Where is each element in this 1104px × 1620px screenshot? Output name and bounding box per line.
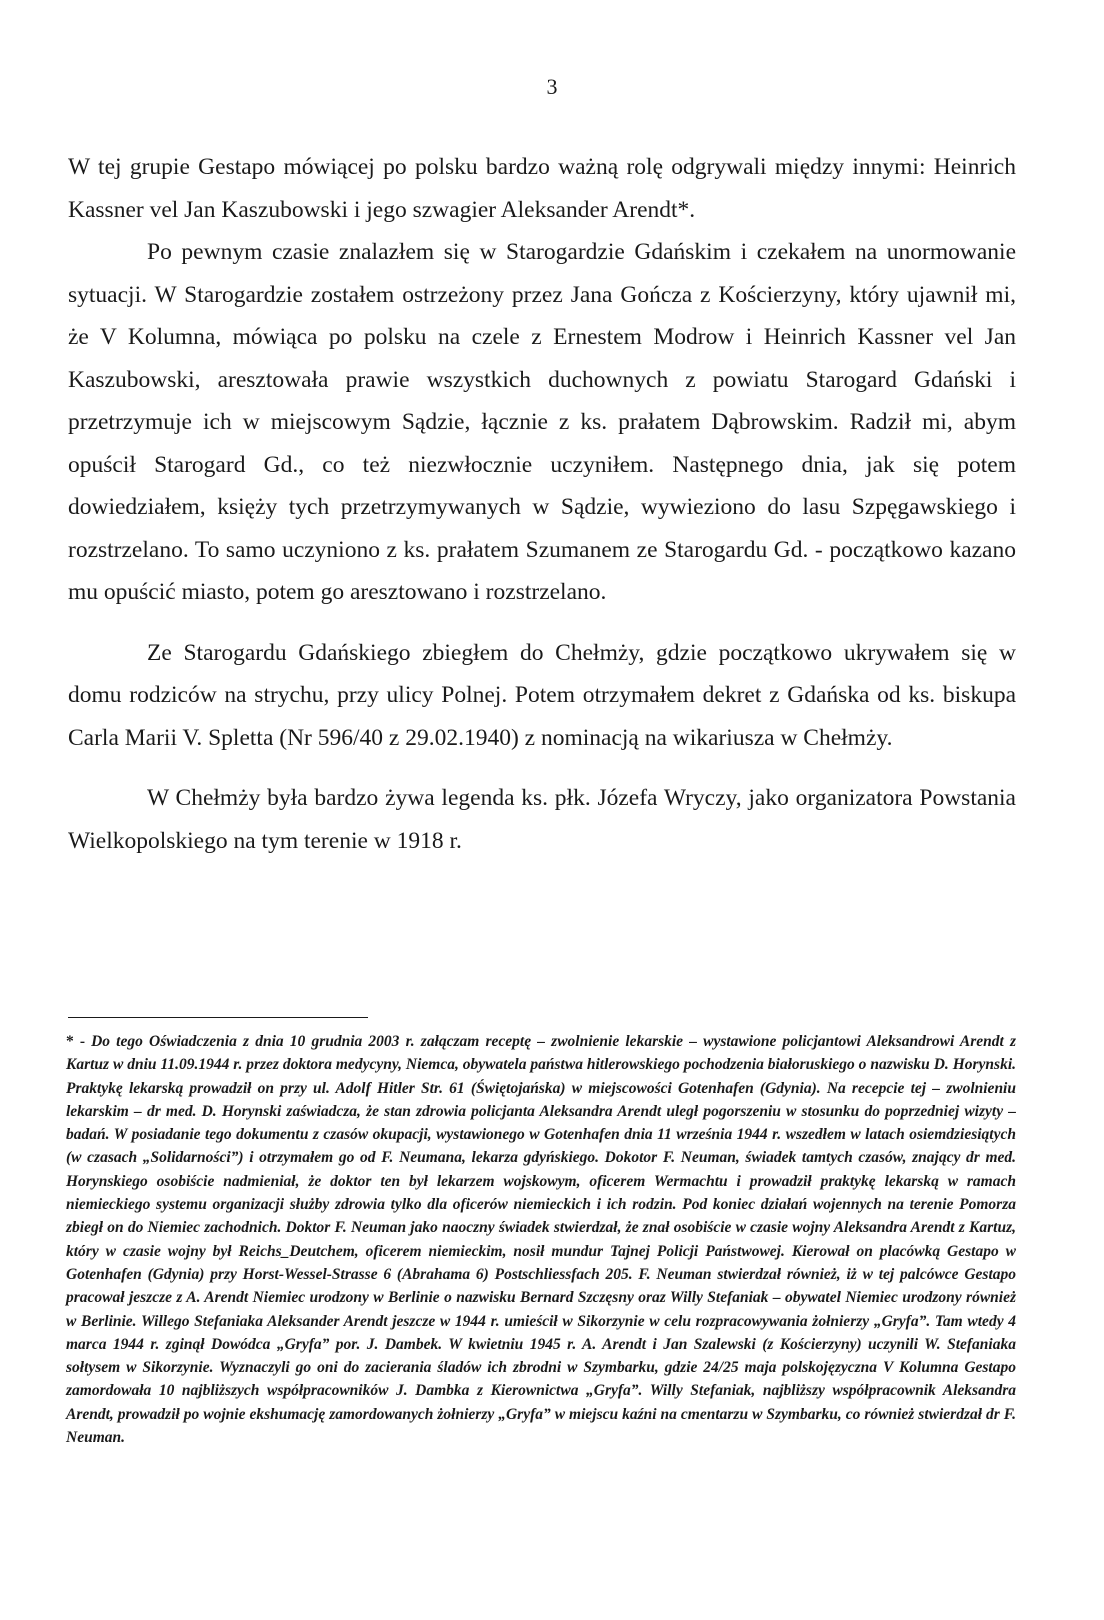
- footnote-separator: [68, 1017, 368, 1018]
- paragraph-2: Po pewnym czasie znalazłem się w Starogardzie Gdańskim i czekałem na unormowanie sytuacji. W Starogardzie zostałem ostrzeżony przez Jana Gończa z Kościerzyny, który ujawnił mi, że V Kolumna, mówiąca po polsku na czele z Ernestem Modrow i Heinrich Kassner vel Jan Kaszubowski, aresztowała prawie wszystkich duchownych z powiatu Starogard Gdański i przetrzymuje ich w miejscowym Sądzie, łącznie z ks. prałatem Dąbrowskim. Radził mi, abym opuścił Starogard Gd., co też niezwłocznie uczyniłem. Następnego dnia, jak się potem dowiedziałem, księży tych przetrzymywanych w Sądzie, wywieziono do lasu Szpęgawskiego i rozstrzelano. To samo uczyniono z ks. prałatem Szumanem ze Starogardu Gd. - początkowo kazano mu opuścić miasto, potem go aresztowano i rozstrzelano.: [68, 239, 1016, 605]
- paragraph-1: W tej grupie Gestapo mówiącej po polsku bardzo ważną rolę odgrywali między innymi: Heinrich Kassner vel Jan Kaszubowski i jego szwagier Aleksander Arendt*.: [68, 154, 1016, 223]
- footnote-text: Do tego Oświadczenia z dnia 10 grudnia 2003 r. załączam receptę – zwolnienie lekarskie – wystawione policjantowi Aleksandrowi Arendt z Kartuz w dniu 11.09.1944 r. przez doktora medycyny, Niemca, obywatela państwa hitlerowskiego pochodzenia białoruskiego o nazwisku D. Horynski. Praktykę lekarską prowadził on przy ul. Adolf Hitler Str. 61 (Świętojańska) w miejscowości Gotenhafen (Gdynia). Na recepcie tej – zwolnieniu lekarskim – dr med. D. Horynski zaświadcza, że stan zdrowia policjanta Aleksandra Arendt uległ pogorszeniu w stosunku do poprzedniej wizyty – badań. W posiadanie tego dokumentu z czasów okupacji, wystawionego w Gotenhafen dnia 11 września 1944 r. wszedłem w latach osiemdziesiątych (w czasach „Solidarności”) i otrzymałem go od F. Neumana, lekarza gdyńskiego. Dokotor F. Neuman, świadek tamtych czasów, znający dr med. Horynskiego osobiście nadmieniał, że doktor ten był lekarzem wojskowym, oficerem Wermachtu i prowadził praktykę lekarską w ramach niemieckiego systemu organizacji służby zdrowia tylko dla oficerów niemieckich i ich rodzin. Pod koniec działań wojennych na terenie Pomorza zbiegł on do Niemiec zachodnich. Doktor F. Neuman jako naoczny świadek stwierdzał, że znał osobiście w czasie wojny Aleksandra Arendt z Kartuz, który w czasie wojny był Reichs_Deutchem, oficerem niemieckim, nosił mundur Tajnej Policji Państwowej. Kierował on placówką Gestapo w Gotenhafen (Gdynia) przy Horst-Wessel-Strasse 6 (Abrahama 6) Postschliessfach 205. F. Neuman stwierdzał również, iż w tej palcówce Gestapo pracował jeszcze z A. Arendt Niemiec urodzony w Berlinie o nazwisku Bernard Szczęsny oraz Willy Stefaniak – obywatel Niemiec urodzony również w Berlinie. Willego Stefaniaka Aleksander Arendt jeszcze w 1944 r. umieścił w Sikorzynie w celu rozpracowywania żołnierzy „Gryfa”. Tam wtedy 4 marca 1944 r. zginął Dowódca „Gryfa” por. J. Dambek. W kwietniu 1945 r. A. Arendt i Jan Szalewski (z Kościerzyny) uczynili W. Stefaniaka sołtysem w Sikorzynie. Wyznaczyli go oni do zacierania śladów ich zbrodni w Szymbarku, gdzie 24/25 maja polskojęzyczna V Kolumna Gestapo zamordowała 10 najbliższych współpracowników J. Dambka z Kierownictwa „Gryfa”. Willy Stefaniak, najbliższy współpracownik Aleksandra Arendt, prowadził po wojnie ekshumację zamordowanych żołnierzy „Gryfa” w miejscu kaźni na cmentarzu w Szymbarku, co również stwierdzał dr F. Neuman.: [66, 1033, 1016, 1447]
- footnote: [66, 1030, 1016, 1449]
- body-text: [68, 146, 1016, 862]
- footnote-marker: * -: [66, 1033, 86, 1050]
- paragraph-3: Ze Starogardu Gdańskiego zbiegłem do Chełmży, gdzie początkowo ukrywałem się w domu rodziców na strychu, przy ulicy Polnej. Potem otrzymałem dekret z Gdańska od ks. biskupa Carla Marii V. Spletta (Nr 596/40 z 29.02.1940) z nominacją na wikariusza w Chełmży.: [68, 639, 1016, 751]
- page-number: 3: [546, 74, 558, 99]
- paragraph-4: W Chełmży była bardzo żywa legenda ks. płk. Józefa Wryczy, jako organizatora Powstania Wielkopolskiego na tym terenie w 1918 r.: [68, 785, 1016, 854]
